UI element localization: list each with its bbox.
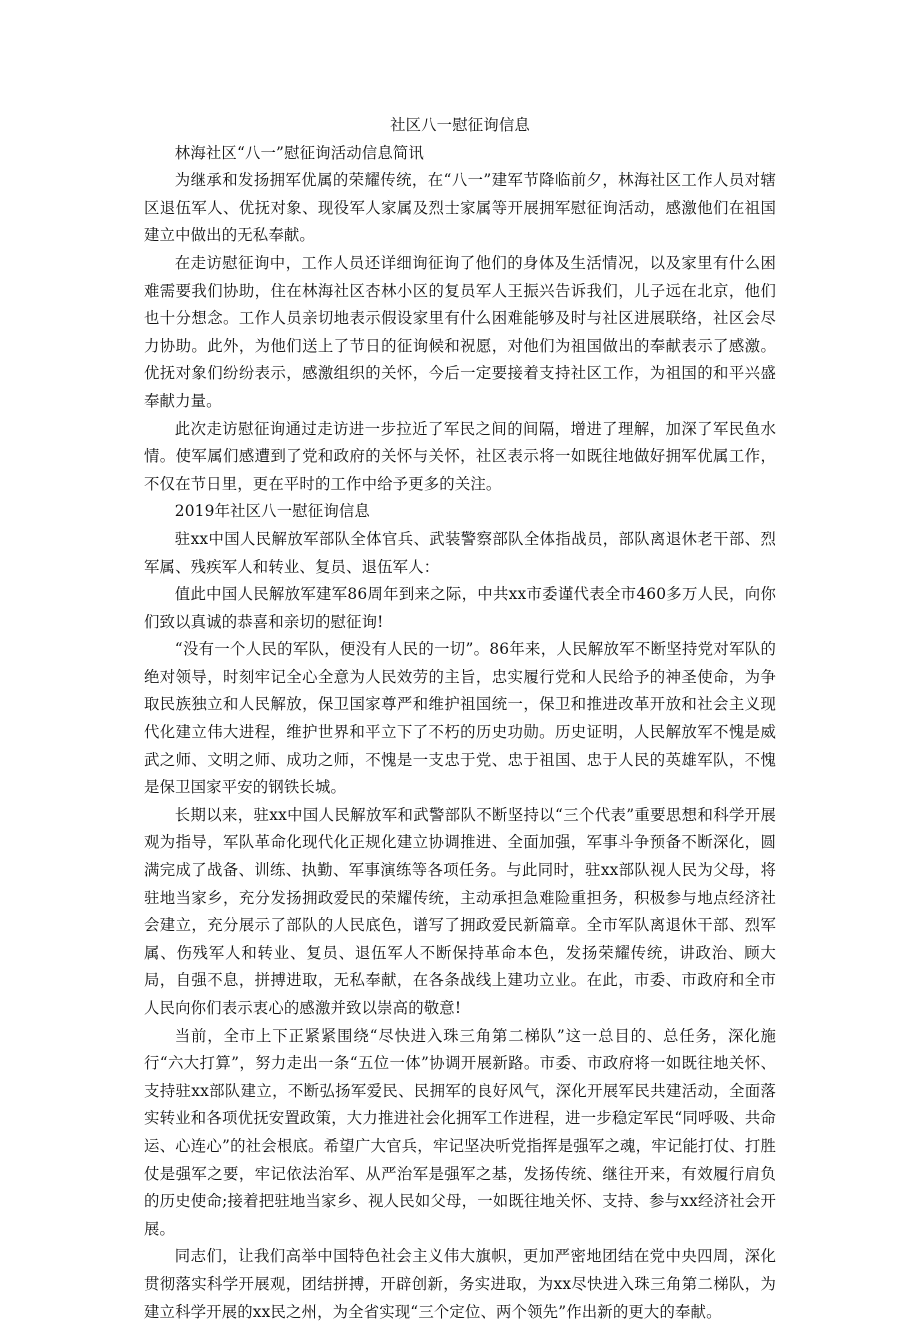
document-title: 社区八一慰征询信息 bbox=[390, 116, 530, 134]
paragraph-visit: 在走访慰征询中，工作人员还详细询征询了他们的身体及生活情况，以及家里有什么困难需要我们协助，住在林海社区杏林小区的复员军人王振兴告诉我们，儿子远在北京，他们也十分想念。工作人员亲切地表示假设家里有什么困难能够及时与社区进展联络，社区会尽力协助。此外，为他们送上了节日的征询候和祝愿，对他们为祖国做出的奉献表示了感激。优抚对象们纷纷表示，感激组织的关怀，今后一定要接着支持社区工作，为祖国的和平兴盛奉献力量。 bbox=[144, 253, 776, 410]
paragraph-section-heading: 2019年社区八一慰征询信息 bbox=[174, 502, 370, 521]
paragraph-salutation: 驻xx中国人民解放军部队全体官兵、武装警察部队全体指战员，部队离退休老干部、烈军属、残疾军人和转业、复员、退伍军人： bbox=[144, 529, 776, 576]
paragraph-closing: 同志们，让我们高举中国特色社会主义伟大旗帜，更加严密地团结在党中央四周，深化贯彻落实科学开展观，团结拼搏，开辟创新，务实进取，为xx尽快进入珠三角第二梯队，为建立科学开展的xx民之州，为全省实现“三个定位、两个领先”作出新的更大的奉献。 bbox=[144, 1247, 776, 1321]
paragraph-summary: 此次走访慰征询通过走访进一步拉近了军民之间的间隔，增进了理解，加深了军民鱼水情。使军属们感遭到了党和政府的关怀与关怀，社区表示将一如既往地做好拥军优属工作，不仅在节日里，更在平时的工作中给予更多的关注。 bbox=[144, 419, 776, 493]
paragraph-subtitle: 林海社区“八一”慰征询活动信息简讯 bbox=[174, 143, 424, 162]
paragraph-history: “没有一个人民的军队，便没有人民的一切”。86年来，人民解放军不断坚持党对军队的绝对领导，时刻牢记全心全意为人民效劳的主旨，忠实履行党和人民给予的神圣使命，为争取民族独立和人民解放，保卫国家尊严和维护祖国统一，保卫和推进改革开放和社会主义现代化建立伟大进程，维护世界和平立下了不朽的历史功勋。历史证明，人民解放军不愧是威武之师、文明之师、成功之师，不愧是一支忠于党、忠于祖国、忠于人民的英雄军队，不愧是保卫国家平安的钢铁长城。 bbox=[144, 640, 776, 797]
paragraph-current-tasks: 当前，全市上下正紧紧围绕“尽快进入珠三角第二梯队”这一总目的、总任务，深化施行“六大打算”，努力走出一条“五位一体”协调开展新路。市委、市政府将一如既往地关怀、支持驻xx部队建立，不断弘扬军爱民、民拥军的良好风气，深化开展军民共建活动，全面落实转业和各项优抚安置政策，大力推进社会化拥军工作进程，进一步稳定军民“同呼吸、共命运、心连心”的社会根底。希望广大官兵，牢记坚决听党指挥是强军之魂，牢记能打仗、打胜仗是强军之要，牢记依法治军、从严治军是强军之基，发扬传统、继往开来，有效履行肩负的历史使命;接着把驻地当家乡、视人民如父母，一如既往地关怀、支持、参与xx经济社会开展。 bbox=[144, 1026, 776, 1238]
paragraph-greeting: 值此中国人民解放军建军86周年到来之际，中共xx市委谨代表全市460多万人民，向你们致以真诚的恭喜和亲切的慰征询! bbox=[144, 585, 776, 631]
document-body bbox=[144, 112, 776, 1326]
paragraph-intro: 为继承和发扬拥军优属的荣耀传统，在“八一”建军节降临前夕，林海社区工作人员对辖区退伍军人、优抚对象、现役军人家属及烈士家属等开展拥军慰征询活动，感激他们在祖国建立中做出的无私奉献。 bbox=[144, 171, 776, 245]
paragraph-achievements: 长期以来，驻xx中国人民解放军和武警部队不断坚持以“三个代表”重要思想和科学开展观为指导，军队革命化现代化正规化建立协调推进、全面加强，军事斗争预备不断深化，圆满完成了战备、训练、执勤、军事演练等各项任务。与此同时，驻xx部队视人民为父母，将驻地当家乡，充分发扬拥政爱民的荣耀传统，主动承担急难险重担务，积极参与地点经济社会建立，充分展示了部队的人民底色，谱写了拥政爱民新篇章。全市军队离退休干部、烈军属、伤残军人和转业、复员、退伍军人不断保持革命本色，发扬荣耀传统，讲政治、顾大局，自强不息，拼搏进取，无私奉献，在各条战线上建功立业。在此，市委、市政府和全市人民向你们表示衷心的感激并致以崇高的敬意! bbox=[144, 805, 776, 1017]
